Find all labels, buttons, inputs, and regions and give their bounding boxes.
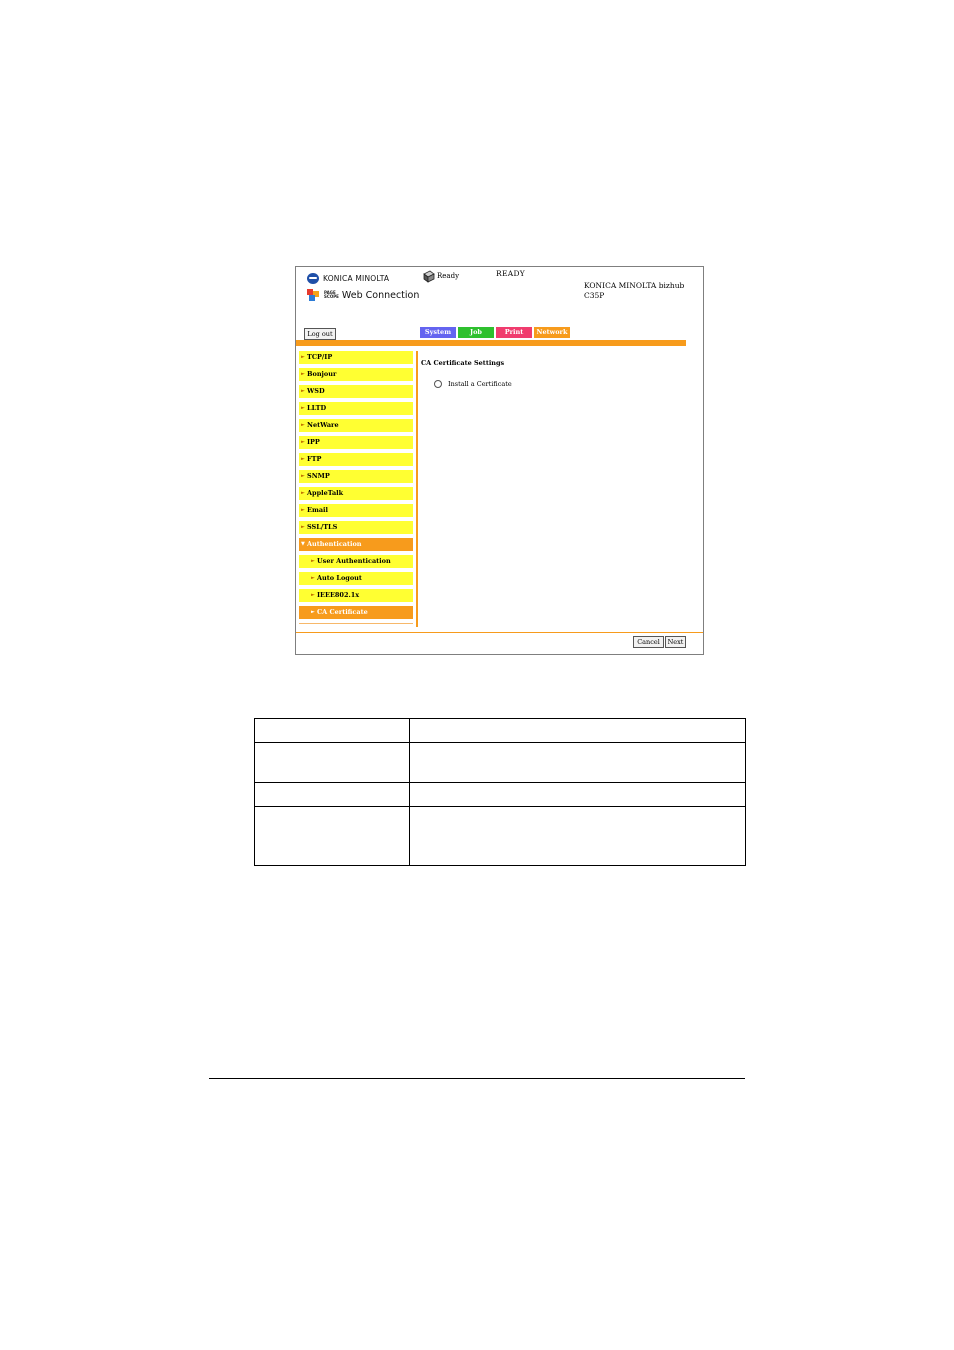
footer-divider	[296, 632, 704, 633]
sidebar-item-auto-logout[interactable]: ► Auto Logout	[299, 572, 413, 585]
arrow-right-icon: ►	[301, 405, 305, 411]
table-cell	[255, 807, 410, 866]
status-text: Ready	[437, 272, 460, 280]
web-connection-logo	[307, 288, 419, 302]
cancel-button[interactable]: Cancel	[633, 636, 664, 648]
tab-network[interactable]: Network	[534, 327, 570, 338]
sidebar-item-wsd[interactable]: ► WSD	[299, 385, 413, 398]
table-cell	[255, 719, 410, 743]
arrow-right-icon: ►	[301, 490, 305, 496]
sidebar-item-email[interactable]: ► Email	[299, 504, 413, 517]
pagescope-text: PAGE SCOPE	[324, 290, 339, 299]
page-title: CA Certificate Settings	[421, 359, 505, 367]
arrow-right-icon: ►	[301, 439, 305, 445]
table-cell	[410, 719, 746, 743]
sidebar-nav	[299, 351, 418, 627]
arrow-right-icon: ►	[301, 507, 305, 513]
sidebar-item-tcpip[interactable]: ► TCP/IP	[299, 351, 413, 364]
install-certificate-radio[interactable]	[434, 380, 442, 388]
sidebar-item-snmp[interactable]: ► SNMP	[299, 470, 413, 483]
table-row	[255, 783, 746, 807]
page-footer-rule	[209, 1078, 745, 1079]
arrow-right-icon: ►	[301, 422, 305, 428]
sidebar-item-user-authentication[interactable]: ► User Authentication	[299, 555, 413, 568]
konica-minolta-logo	[307, 272, 389, 284]
table-row	[255, 743, 746, 783]
table-cell	[410, 743, 746, 783]
arrow-right-icon: ►	[311, 609, 315, 615]
device-name: KONICA MINOLTA bizhub C35P	[584, 281, 685, 300]
sidebar-item-ieee8021x[interactable]: ► IEEE802.1x	[299, 589, 413, 602]
tab-system[interactable]: System	[420, 327, 456, 338]
konica-minolta-mark-icon	[307, 273, 319, 284]
logout-button[interactable]: Log out	[304, 328, 336, 340]
arrow-right-icon: ►	[301, 371, 305, 377]
product-title: Web Connection	[341, 289, 420, 301]
arrow-right-icon: ►	[311, 558, 315, 564]
sidebar-item-lltd[interactable]: ► LLTD	[299, 402, 413, 415]
sidebar-item-appletalk[interactable]: ► AppleTalk	[299, 487, 413, 500]
tab-print[interactable]: Print	[496, 327, 532, 338]
sidebar-bottom-divider	[299, 623, 413, 624]
arrow-right-icon: ►	[301, 524, 305, 530]
arrow-right-icon: ►	[301, 473, 305, 479]
sidebar-item-ftp[interactable]: ► FTP	[299, 453, 413, 466]
table-row	[255, 719, 746, 743]
printer-status-icon	[422, 270, 435, 283]
sidebar-item-bonjour[interactable]: ► Bonjour	[299, 368, 413, 381]
install-certificate-option[interactable]	[434, 380, 512, 388]
sidebar-item-netware[interactable]: ► NetWare	[299, 419, 413, 432]
arrow-down-icon: ▼	[301, 541, 305, 547]
table-cell	[410, 807, 746, 866]
table-cell	[255, 743, 410, 783]
arrow-right-icon: ►	[311, 575, 315, 581]
table-row	[255, 807, 746, 866]
arrow-right-icon: ►	[311, 592, 315, 598]
pagescope-icon	[307, 289, 321, 301]
tab-job[interactable]: Job	[458, 327, 494, 338]
sidebar-item-authentication[interactable]: ▼ Authentication	[299, 538, 413, 551]
arrow-right-icon: ►	[301, 456, 305, 462]
sidebar-item-ca-certificate[interactable]: ► CA Certificate	[299, 606, 413, 619]
install-certificate-label: Install a Certificate	[448, 380, 512, 388]
header-divider	[296, 340, 686, 346]
brand-name: KONICA MINOLTA	[323, 273, 390, 283]
sidebar-item-ipp[interactable]: ► IPP	[299, 436, 413, 449]
table-cell	[410, 783, 746, 807]
web-connection-screenshot	[295, 266, 704, 655]
arrow-right-icon: ►	[301, 354, 305, 360]
settings-description-table	[254, 718, 746, 866]
sidebar-item-ssl-tls[interactable]: ► SSL/TLS	[299, 521, 413, 534]
arrow-right-icon: ►	[301, 388, 305, 394]
status-display: READY	[496, 269, 526, 278]
next-button[interactable]: Next	[665, 636, 686, 648]
table-cell	[255, 783, 410, 807]
